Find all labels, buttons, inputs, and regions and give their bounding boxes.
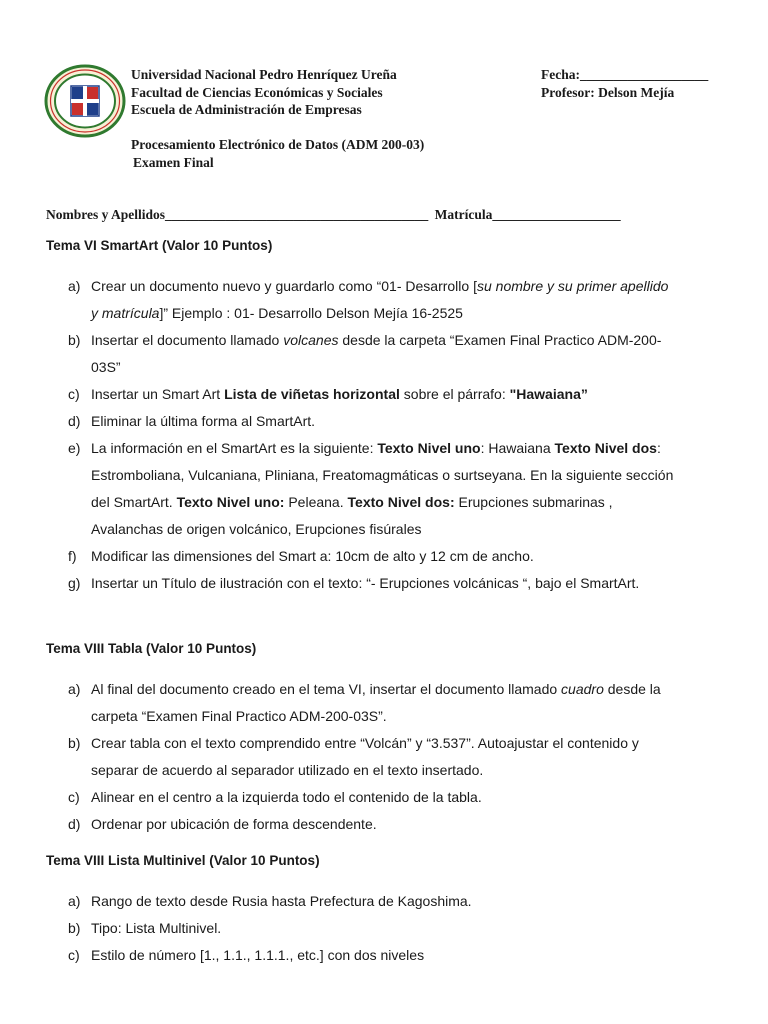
item-text-line: Al final del documento creado en el tema VI, insertar el documento llamado cuadro desde la <box>91 681 661 697</box>
student-id-field: Matrícula___________________ <box>434 207 621 222</box>
item-label: f) <box>68 548 77 564</box>
item-text-line: Crear tabla con el texto comprendido entre “Volcán” y “3.537”. Autoajustar el contenido y <box>91 735 639 751</box>
item-label: b) <box>68 332 81 348</box>
item-label: b) <box>68 920 81 936</box>
section-title: Tema VIII Lista Multinivel (Valor 10 Puntos) <box>46 853 320 868</box>
professor-name: Profesor: Delson Mejía <box>541 84 675 100</box>
item-text-line: 03S” <box>91 359 121 375</box>
item-label: a) <box>68 278 81 294</box>
item-label: c) <box>68 789 80 805</box>
faculty-name: Facultad de Ciencias Económicas y Sociales <box>131 84 383 100</box>
item-label: e) <box>68 440 81 456</box>
item-label: c) <box>68 947 80 963</box>
item-label: g) <box>68 575 81 591</box>
university-seal-icon <box>44 64 126 138</box>
course-title: Procesamiento Electrónico de Datos (ADM 200-03) <box>131 137 425 152</box>
section-title: Tema VI SmartArt (Valor 10 Puntos) <box>46 238 273 253</box>
item-label: c) <box>68 386 80 402</box>
university-logo <box>44 64 126 138</box>
item-label: a) <box>68 893 81 909</box>
section-title: Tema VIII Tabla (Valor 10 Puntos) <box>46 641 257 656</box>
item-text-line: Avalanchas de origen volcánico, Erupciones fisúrales <box>91 521 422 537</box>
item-text-line: Eliminar la última forma al SmartArt. <box>91 413 316 429</box>
item-text-line: Insertar un Título de ilustración con el texto: “- Erupciones volcánicas “, bajo el SmartArt. <box>91 575 640 591</box>
item-label: a) <box>68 681 81 697</box>
item-text-line: Tipo: Lista Multinivel. <box>91 920 222 936</box>
item-text-line: Rango de texto desde Rusia hasta Prefectura de Kagoshima. <box>91 893 472 909</box>
item-label: b) <box>68 735 81 751</box>
item-text-line: Modificar las dimensiones del Smart a: 10cm de alto y 12 cm de ancho. <box>91 548 534 564</box>
item-text-line: Ordenar por ubicación de forma descendente. <box>91 816 377 832</box>
school-name: Escuela de Administración de Empresas <box>131 102 362 117</box>
university-name: Universidad Nacional Pedro Henríquez Ureña <box>131 67 397 82</box>
item-text-line: Estromboliana, Vulcaniana, Pliniana, Freatomagmáticas o surtseyana. En la siguiente sección <box>91 467 674 483</box>
item-text-line: y matrícula]” Ejemplo : 01- Desarrollo Delson Mejía 16-2525 <box>91 305 463 321</box>
item-text-line: Insertar el documento llamado volcanes desde la carpeta “Examen Final Practico ADM-200- <box>91 332 662 348</box>
date-field: Fecha:___________________ <box>541 67 709 82</box>
student-name-field: Nombres y Apellidos_______________________________________ <box>46 207 429 222</box>
item-text-line: Alinear en el centro a la izquierda todo el contenido de la tabla. <box>91 789 482 805</box>
item-text-line: carpeta “Examen Final Practico ADM-200-03S”. <box>91 708 387 724</box>
item-text-line: Estilo de número [1., 1.1., 1.1.1., etc.] con dos niveles <box>91 947 425 963</box>
item-text-line: La información en el SmartArt es la siguiente: Texto Nivel uno: Hawaiana Texto Nivel dos: <box>91 440 661 456</box>
exam-title: Examen Final <box>133 154 214 170</box>
item-text-line: Crear un documento nuevo y guardarlo como “01- Desarrollo [su nombre y su primer apellido <box>91 278 669 294</box>
item-text-line: separar de acuerdo al separador utilizado en el texto insertado. <box>91 762 484 778</box>
item-label: d) <box>68 816 81 832</box>
item-text-line: del SmartArt. Texto Nivel uno: Peleana. Texto Nivel dos: Erupciones submarinas , <box>91 494 613 510</box>
item-text-line: Insertar un Smart Art Lista de viñetas horizontal sobre el párrafo: "Hawaiana” <box>91 386 588 402</box>
item-label: d) <box>68 413 81 429</box>
